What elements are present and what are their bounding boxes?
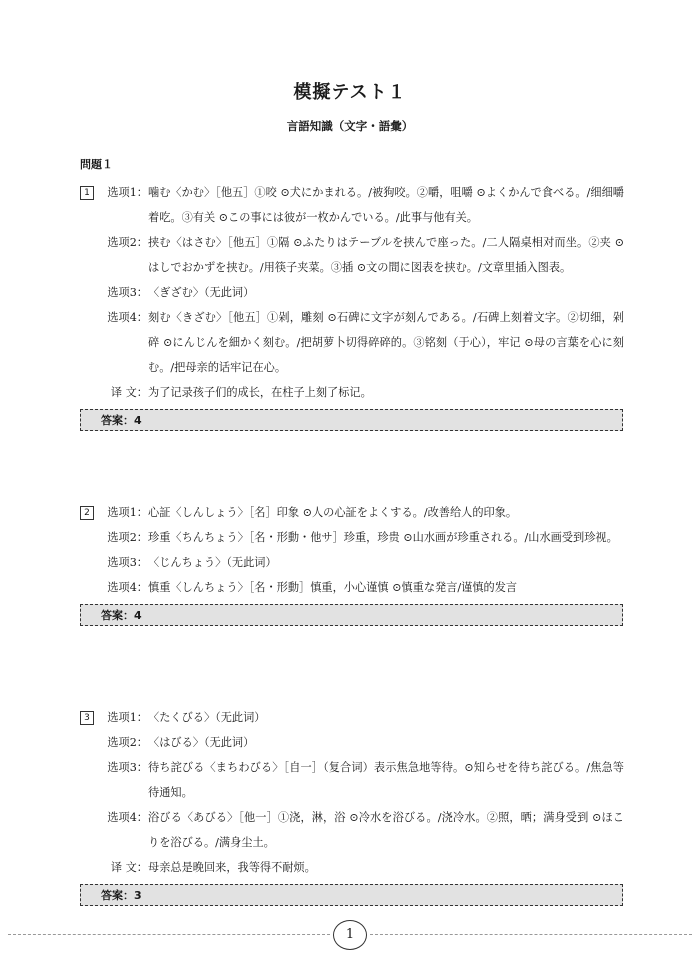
- row-label: 选项4：: [107, 811, 148, 824]
- row-text: 〈はびる〉（无此词）: [148, 736, 255, 749]
- row-text: 〈じんちょう〉（无此词）: [148, 556, 277, 569]
- row-label: 选项2：: [107, 531, 148, 544]
- option-row-1: [80, 705, 625, 730]
- row-text: 待ち詫びる〈まちわびる〉［自一］（复合词）表示焦急地等待。⊙知らせを待ち詫びる。/焦急等待通知。: [148, 761, 624, 799]
- translation-row: [80, 855, 625, 880]
- row-text: 挟む〈はさむ〉［他五］①隔 ⊙ふたりはテーブルを挟んで座った。/二人隔桌相对而坐。②夹 ⊙はしでおかずを挟む。/用筷子夹菜。③插 ⊙文の間に図表を挟む。/文章里插入图表。: [148, 236, 624, 274]
- row-label: 选项3：: [107, 286, 148, 299]
- question-number-box: 3: [80, 711, 94, 725]
- row-label: 选项2：: [107, 736, 148, 749]
- row-text: 珍重〈ちんちょう〉［名・形動・他サ］珍重，珍贵 ⊙山水画が珍重される。/山水画受到珍视。: [148, 531, 618, 544]
- option-row-1: [80, 500, 625, 525]
- row-label: 选项1：: [107, 506, 148, 519]
- option-row-4: [80, 575, 625, 600]
- option-row-2: [80, 525, 625, 550]
- answer-box: 答案：4: [80, 604, 623, 626]
- row-text: 〈ぎざむ〉（无此词）: [148, 286, 255, 299]
- problem-heading: 問題１: [80, 158, 113, 171]
- row-text: 噛む〈かむ〉［他五］①咬 ⊙犬にかまれる。/被狗咬。②嚼，咀嚼 ⊙よくかんで食べる。/细细嚼着吃。③有关 ⊙この事には彼が一枚かんでいる。/此事与他有关。: [148, 186, 624, 224]
- row-label: 译 文：: [110, 386, 148, 399]
- row-text: 为了记录孩子们的成长，在柱子上刻了标记。: [148, 386, 372, 399]
- row-label: 选项1：: [107, 711, 148, 724]
- page-number: 1: [333, 920, 367, 950]
- option-row-3: [80, 550, 625, 575]
- row-text: 慎重〈しんちょう〉［名・形動］慎重，小心谨慎 ⊙慎重な発言/谨慎的发言: [148, 581, 518, 594]
- row-text: 刻む〈きざむ〉［他五］①剁，雕刻 ⊙石碑に文字が刻んである。/石碑上刻着文字。②切细，剁碎 ⊙にんじんを細かく刻む。/把胡萝卜切得碎碎的。③铭刻（于心），牢记 ⊙母の言葉を心に刻む。/把母亲的话牢记在心。: [148, 311, 624, 374]
- row-text: 母亲总是晚回来，我等得不耐烦。: [148, 861, 316, 874]
- footer-divider-left: [8, 934, 330, 935]
- question-block-2: [80, 500, 625, 626]
- row-text: 心証〈しんしょう〉［名］印象 ⊙人の心証をよくする。/改善给人的印象。: [148, 506, 518, 519]
- row-label: 选项4：: [107, 581, 148, 594]
- row-label: 选项3：: [107, 761, 148, 774]
- row-label: 选项1：: [107, 186, 148, 199]
- row-label: 译 文：: [110, 861, 148, 874]
- question-block-1: [80, 180, 625, 431]
- option-row-3: [80, 755, 625, 805]
- page-title: 模擬テスト１: [293, 82, 407, 103]
- answer-box: 答案：3: [80, 884, 623, 906]
- option-row-2: [80, 730, 625, 755]
- question-block-3: [80, 705, 625, 906]
- option-row-2: [80, 230, 625, 280]
- row-label: 选项4：: [107, 311, 148, 324]
- row-label: 选项3：: [107, 556, 148, 569]
- row-label: 选项2：: [107, 236, 148, 249]
- option-row-1: [80, 180, 625, 230]
- footer-divider-right: [370, 934, 692, 935]
- row-text: 浴びる〈あびる〉［他一］①浇，淋，浴 ⊙冷水を浴びる。/浇冷水。②照，晒；满身受到 ⊙ほこりを浴びる。/满身尘土。: [148, 811, 624, 849]
- question-number-box: 2: [80, 506, 94, 520]
- option-row-4: [80, 305, 625, 380]
- option-row-4: [80, 805, 625, 855]
- section-subtitle: 言語知識（文字・語彙）: [286, 119, 414, 133]
- answer-box: 答案：4: [80, 409, 623, 431]
- option-row-3: [80, 280, 625, 305]
- question-number-box: 1: [80, 186, 94, 200]
- row-text: 〈たくびる〉（无此词）: [148, 711, 266, 724]
- translation-row: [80, 380, 625, 405]
